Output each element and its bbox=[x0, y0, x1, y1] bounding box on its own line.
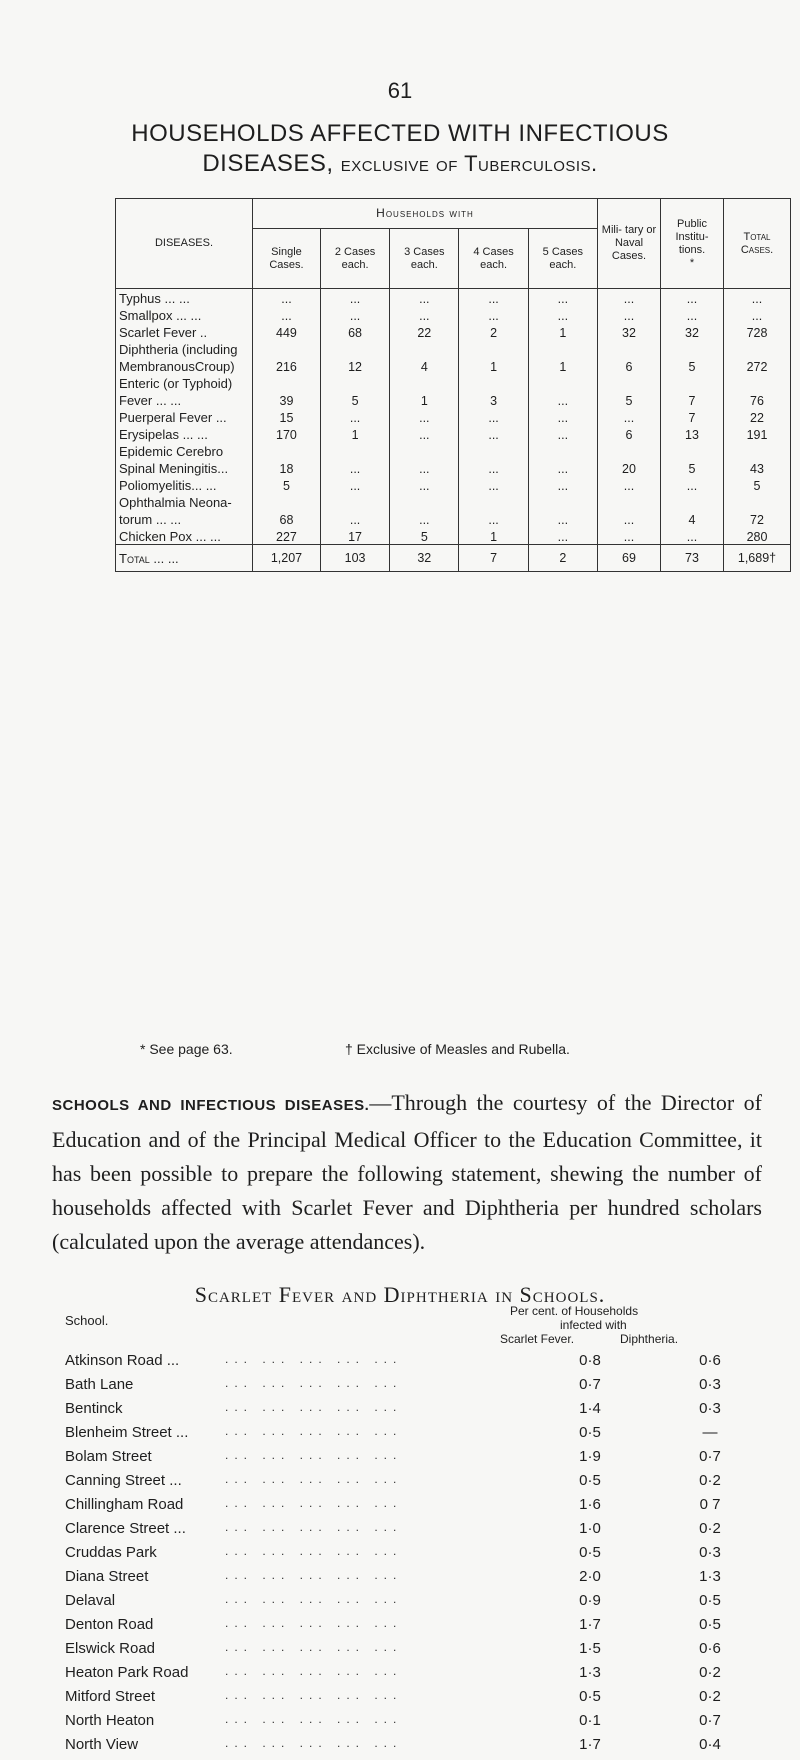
three-cases: ... bbox=[390, 425, 459, 442]
public-cases: 32 bbox=[661, 323, 724, 340]
two-cases bbox=[320, 442, 389, 459]
school-name: Clarence Street ... bbox=[65, 1520, 186, 1537]
school-name: Chillingham Road bbox=[65, 1496, 184, 1513]
five-cases: ... bbox=[528, 289, 597, 307]
header-public-mark: * bbox=[689, 256, 695, 269]
table-row bbox=[116, 459, 791, 476]
list-item bbox=[65, 1400, 785, 1424]
five-cases: ... bbox=[528, 510, 597, 527]
scarlet-value: 1·6 bbox=[579, 1496, 601, 1513]
leader-dots: ... ... ... ... ... bbox=[225, 1400, 403, 1414]
military-cases: ... bbox=[598, 306, 661, 323]
three-cases: ... bbox=[390, 476, 459, 493]
five-cases: ... bbox=[528, 459, 597, 476]
header-4-cases: 4 Cases each. bbox=[459, 229, 528, 289]
military-cases: ... bbox=[598, 527, 661, 545]
diphtheria-value: 0·3 bbox=[699, 1400, 721, 1417]
table-row bbox=[116, 357, 791, 374]
subtitle-main: DISEASES, bbox=[202, 150, 334, 177]
public-cases: 4 bbox=[661, 510, 724, 527]
single-cases: 449 bbox=[253, 323, 321, 340]
five-cases bbox=[528, 442, 597, 459]
table-row bbox=[116, 527, 791, 545]
disease-name: Chicken Pox ... ... bbox=[116, 527, 253, 545]
three-cases bbox=[390, 340, 459, 357]
single-cases bbox=[253, 340, 321, 357]
scarlet-value: 2·0 bbox=[579, 1568, 601, 1585]
table-row bbox=[116, 510, 791, 527]
military-cases bbox=[598, 374, 661, 391]
two-cases bbox=[320, 374, 389, 391]
school-name: Bath Lane bbox=[65, 1376, 134, 1393]
school-name: Atkinson Road ... bbox=[65, 1352, 180, 1369]
two-cases: 5 bbox=[320, 391, 389, 408]
header-military: Mili- tary or Naval Cases. bbox=[598, 199, 661, 289]
leader-dots: ... ... ... ... ... bbox=[225, 1688, 403, 1702]
diphtheria-value: 0 7 bbox=[699, 1496, 721, 1513]
two-cases: 68 bbox=[320, 323, 389, 340]
header-5-cases: 5 Cases each. bbox=[528, 229, 597, 289]
three-cases: 22 bbox=[390, 323, 459, 340]
disease-name: Fever ... ... bbox=[116, 391, 253, 408]
single-cases: 5 bbox=[253, 476, 321, 493]
single-cases: ... bbox=[253, 306, 321, 323]
scarlet-value: 0·5 bbox=[579, 1424, 601, 1441]
total-total: 1,689† bbox=[724, 545, 791, 572]
scarlet-value: 1·5 bbox=[579, 1640, 601, 1657]
table-row bbox=[116, 391, 791, 408]
four-cases: ... bbox=[459, 408, 528, 425]
three-cases: ... bbox=[390, 306, 459, 323]
list-item bbox=[65, 1424, 785, 1448]
disease-name: Poliomyelitis... ... bbox=[116, 476, 253, 493]
three-cases: ... bbox=[390, 459, 459, 476]
schools-header-scarlet: Scarlet Fever. bbox=[500, 1332, 575, 1346]
header-3-cases: 3 Cases each. bbox=[390, 229, 459, 289]
two-cases: ... bbox=[320, 476, 389, 493]
disease-name: Diphtheria (including bbox=[116, 340, 253, 357]
footnote-exclusive: † Exclusive of Measles and Rubella. bbox=[345, 1041, 570, 1057]
schools-header-school: School. bbox=[65, 1313, 109, 1328]
scarlet-value: 1·7 bbox=[579, 1736, 601, 1753]
three-cases: ... bbox=[390, 289, 459, 307]
single-cases bbox=[253, 374, 321, 391]
four-cases: ... bbox=[459, 476, 528, 493]
table-row bbox=[116, 306, 791, 323]
footnote-see-page: * See page 63. bbox=[140, 1041, 233, 1057]
public-cases: 7 bbox=[661, 391, 724, 408]
list-item bbox=[65, 1544, 785, 1568]
three-cases bbox=[390, 374, 459, 391]
list-item bbox=[65, 1520, 785, 1544]
school-name: Bolam Street bbox=[65, 1448, 152, 1465]
list-item bbox=[65, 1448, 785, 1472]
header-total: Total Cases. bbox=[724, 199, 791, 289]
total-4: 7 bbox=[459, 545, 528, 572]
two-cases bbox=[320, 340, 389, 357]
four-cases: 1 bbox=[459, 357, 528, 374]
leader-dots: ... ... ... ... ... bbox=[225, 1424, 403, 1438]
diphtheria-value: — bbox=[702, 1424, 718, 1441]
school-name: Cruddas Park bbox=[65, 1544, 157, 1561]
total-cases: 5 bbox=[724, 476, 791, 493]
military-cases: 6 bbox=[598, 357, 661, 374]
diphtheria-value: 0·3 bbox=[699, 1544, 721, 1561]
disease-name: Ophthalmia Neona- bbox=[116, 493, 253, 510]
list-item bbox=[65, 1640, 785, 1664]
total-cases: 72 bbox=[724, 510, 791, 527]
scarlet-value: 0·1 bbox=[579, 1712, 601, 1729]
leader-dots: ... ... ... ... ... bbox=[225, 1544, 403, 1558]
military-cases bbox=[598, 442, 661, 459]
four-cases bbox=[459, 340, 528, 357]
scarlet-value: 1·0 bbox=[579, 1520, 601, 1537]
four-cases: 1 bbox=[459, 527, 528, 545]
list-item bbox=[65, 1688, 785, 1712]
total-cases bbox=[724, 374, 791, 391]
public-cases: ... bbox=[661, 289, 724, 307]
two-cases: ... bbox=[320, 510, 389, 527]
list-item bbox=[65, 1376, 785, 1400]
military-cases: 32 bbox=[598, 323, 661, 340]
four-cases: ... bbox=[459, 425, 528, 442]
diphtheria-value: 0·2 bbox=[699, 1664, 721, 1681]
five-cases bbox=[528, 493, 597, 510]
single-cases: 39 bbox=[253, 391, 321, 408]
leader-dots: ... ... ... ... ... bbox=[225, 1616, 403, 1630]
header-2-cases: 2 Cases each. bbox=[320, 229, 389, 289]
diphtheria-value: 0·7 bbox=[699, 1712, 721, 1729]
five-cases: ... bbox=[528, 306, 597, 323]
three-cases: 4 bbox=[390, 357, 459, 374]
page-title: HOUSEHOLDS AFFECTED WITH INFECTIOUS bbox=[131, 120, 669, 147]
single-cases bbox=[253, 442, 321, 459]
leader-dots: ... ... ... ... ... bbox=[225, 1736, 403, 1750]
military-cases: 6 bbox=[598, 425, 661, 442]
single-cases bbox=[253, 493, 321, 510]
public-cases: 13 bbox=[661, 425, 724, 442]
total-2: 103 bbox=[320, 545, 389, 572]
five-cases: 1 bbox=[528, 323, 597, 340]
diphtheria-value: 0·5 bbox=[699, 1592, 721, 1609]
leader-dots: ... ... ... ... ... bbox=[225, 1592, 403, 1606]
school-name: Canning Street ... bbox=[65, 1472, 182, 1489]
public-cases bbox=[661, 493, 724, 510]
five-cases: ... bbox=[528, 425, 597, 442]
scarlet-value: 1·7 bbox=[579, 1616, 601, 1633]
leader-dots: ... ... ... ... ... bbox=[225, 1568, 403, 1582]
military-cases: 20 bbox=[598, 459, 661, 476]
diphtheria-value: 0·4 bbox=[699, 1736, 721, 1753]
single-cases: ... bbox=[253, 289, 321, 307]
disease-name: Enteric (or Typhoid) bbox=[116, 374, 253, 391]
four-cases: 3 bbox=[459, 391, 528, 408]
list-item bbox=[65, 1472, 785, 1496]
public-cases: ... bbox=[661, 306, 724, 323]
leader-dots: ... ... ... ... ... bbox=[225, 1352, 403, 1366]
single-cases: 18 bbox=[253, 459, 321, 476]
scarlet-value: 0·5 bbox=[579, 1688, 601, 1705]
two-cases bbox=[320, 493, 389, 510]
paragraph-lead: SCHOOLS AND INFECTIOUS DISEASES. bbox=[52, 1097, 370, 1114]
military-cases bbox=[598, 340, 661, 357]
scarlet-value: 1·4 bbox=[579, 1400, 601, 1417]
five-cases bbox=[528, 374, 597, 391]
disease-name: Puerperal Fever ... bbox=[116, 408, 253, 425]
total-cases: 280 bbox=[724, 527, 791, 545]
leader-dots: ... ... ... ... ... bbox=[225, 1640, 403, 1654]
military-cases: ... bbox=[598, 289, 661, 307]
leader-dots: ... ... ... ... ... bbox=[225, 1376, 403, 1390]
leader-dots: ... ... ... ... ... bbox=[225, 1496, 403, 1510]
disease-name: Smallpox ... ... bbox=[116, 306, 253, 323]
table-row bbox=[116, 442, 791, 459]
public-cases: 5 bbox=[661, 357, 724, 374]
public-cases bbox=[661, 340, 724, 357]
header-diseases: DISEASES. bbox=[116, 199, 253, 289]
school-name: Diana Street bbox=[65, 1568, 149, 1585]
diphtheria-value: 0·7 bbox=[699, 1448, 721, 1465]
total-military: 69 bbox=[598, 545, 661, 572]
two-cases: 17 bbox=[320, 527, 389, 545]
single-cases: 15 bbox=[253, 408, 321, 425]
public-cases: 7 bbox=[661, 408, 724, 425]
diphtheria-value: 0·5 bbox=[699, 1616, 721, 1633]
header-public bbox=[661, 199, 724, 289]
leader-dots: ... ... ... ... ... bbox=[225, 1712, 403, 1726]
schools-header-infected: infected with bbox=[560, 1318, 627, 1332]
total-cases bbox=[724, 340, 791, 357]
subtitle-rest: exclusive of Tuberculosis. bbox=[340, 151, 598, 176]
total-5: 2 bbox=[528, 545, 597, 572]
header-single: Single Cases. bbox=[253, 229, 321, 289]
list-item bbox=[65, 1496, 785, 1520]
list-item bbox=[65, 1592, 785, 1616]
school-name: North Heaton bbox=[65, 1712, 155, 1729]
schools-header-diphtheria: Diphtheria. bbox=[620, 1332, 679, 1346]
disease-name: MembranousCroup) bbox=[116, 357, 253, 374]
total-cases: 728 bbox=[724, 323, 791, 340]
list-item bbox=[65, 1736, 785, 1760]
school-name: Delaval bbox=[65, 1592, 116, 1609]
two-cases: ... bbox=[320, 459, 389, 476]
military-cases: 5 bbox=[598, 391, 661, 408]
disease-name: Typhus ... ... bbox=[116, 289, 253, 307]
total-single: 1,207 bbox=[253, 545, 321, 572]
school-name: Bentinck bbox=[65, 1400, 123, 1417]
header-public-label: Public Institu- tions. bbox=[675, 217, 709, 256]
scarlet-value: 1·3 bbox=[579, 1664, 601, 1681]
list-item bbox=[65, 1616, 785, 1640]
school-name: Elswick Road bbox=[65, 1640, 156, 1657]
school-name: North View bbox=[65, 1736, 139, 1753]
two-cases: 1 bbox=[320, 425, 389, 442]
schools-header-per-cent: Per cent. of Households bbox=[510, 1304, 639, 1318]
total-cases: ... bbox=[724, 289, 791, 307]
four-cases: ... bbox=[459, 459, 528, 476]
list-item bbox=[65, 1712, 785, 1736]
table-row bbox=[116, 374, 791, 391]
four-cases: ... bbox=[459, 306, 528, 323]
infectious-diseases-table bbox=[115, 198, 791, 572]
four-cases bbox=[459, 493, 528, 510]
three-cases: 5 bbox=[390, 527, 459, 545]
disease-name: Scarlet Fever .. bbox=[116, 323, 253, 340]
diphtheria-value: 1·3 bbox=[699, 1568, 721, 1585]
five-cases: ... bbox=[528, 408, 597, 425]
schools-paragraph bbox=[52, 1086, 762, 1259]
five-cases: ... bbox=[528, 527, 597, 545]
table-row bbox=[116, 425, 791, 442]
table-row bbox=[116, 289, 791, 307]
school-name: Denton Road bbox=[65, 1616, 154, 1633]
four-cases bbox=[459, 374, 528, 391]
table-row bbox=[116, 408, 791, 425]
total-public: 73 bbox=[661, 545, 724, 572]
list-item bbox=[65, 1352, 785, 1376]
diphtheria-value: 0·6 bbox=[699, 1352, 721, 1369]
public-cases bbox=[661, 374, 724, 391]
table-row bbox=[116, 476, 791, 493]
three-cases: ... bbox=[390, 408, 459, 425]
list-item bbox=[65, 1568, 785, 1592]
five-cases: ... bbox=[528, 391, 597, 408]
diphtheria-value: 0·2 bbox=[699, 1520, 721, 1537]
five-cases: 1 bbox=[528, 357, 597, 374]
school-name: Blenheim Street ... bbox=[65, 1424, 189, 1441]
table-row bbox=[116, 340, 791, 357]
total-cases bbox=[724, 493, 791, 510]
paragraph-body: —Through the courtesy of the Director of Education and of the Principal Medical Officer to the Education Committee, it has been possible to prepare the following statement, shewing the number of households affected with Scarlet Fever and Diphtheria per hundred scholars (calculated upon the average attendances). bbox=[52, 1090, 762, 1254]
scarlet-value: 0·7 bbox=[579, 1376, 601, 1393]
three-cases bbox=[390, 442, 459, 459]
five-cases bbox=[528, 340, 597, 357]
public-cases bbox=[661, 442, 724, 459]
two-cases: ... bbox=[320, 306, 389, 323]
four-cases: ... bbox=[459, 289, 528, 307]
two-cases: 12 bbox=[320, 357, 389, 374]
public-cases: 5 bbox=[661, 459, 724, 476]
total-label: Total ... ... bbox=[116, 545, 253, 572]
leader-dots: ... ... ... ... ... bbox=[225, 1448, 403, 1462]
military-cases: ... bbox=[598, 476, 661, 493]
leader-dots: ... ... ... ... ... bbox=[225, 1664, 403, 1678]
disease-name: Epidemic Cerebro bbox=[116, 442, 253, 459]
diphtheria-value: 0·3 bbox=[699, 1376, 721, 1393]
public-cases: ... bbox=[661, 527, 724, 545]
three-cases: 1 bbox=[390, 391, 459, 408]
total-cases: 76 bbox=[724, 391, 791, 408]
military-cases: ... bbox=[598, 408, 661, 425]
scarlet-value: 0·5 bbox=[579, 1544, 601, 1561]
total-cases: 191 bbox=[724, 425, 791, 442]
diphtheria-value: 0·2 bbox=[699, 1472, 721, 1489]
two-cases: ... bbox=[320, 408, 389, 425]
single-cases: 227 bbox=[253, 527, 321, 545]
two-cases: ... bbox=[320, 289, 389, 307]
total-cases bbox=[724, 442, 791, 459]
page-number: 61 bbox=[387, 78, 413, 103]
total-3: 32 bbox=[390, 545, 459, 572]
single-cases: 216 bbox=[253, 357, 321, 374]
diphtheria-value: 0·6 bbox=[699, 1640, 721, 1657]
disease-name: torum ... ... bbox=[116, 510, 253, 527]
total-cases: 272 bbox=[724, 357, 791, 374]
four-cases: ... bbox=[459, 510, 528, 527]
total-cases: 43 bbox=[724, 459, 791, 476]
schools-table-title: Scarlet Fever and Diphtheria in Schools. bbox=[194, 1282, 606, 1307]
scarlet-value: 0·5 bbox=[579, 1472, 601, 1489]
scarlet-value: 1·9 bbox=[579, 1448, 601, 1465]
military-cases bbox=[598, 493, 661, 510]
public-cases: ... bbox=[661, 476, 724, 493]
single-cases: 68 bbox=[253, 510, 321, 527]
four-cases bbox=[459, 442, 528, 459]
scarlet-value: 0·9 bbox=[579, 1592, 601, 1609]
three-cases: ... bbox=[390, 510, 459, 527]
total-cases: ... bbox=[724, 306, 791, 323]
school-name: Mitford Street bbox=[65, 1688, 156, 1705]
military-cases: ... bbox=[598, 510, 661, 527]
school-name: Heaton Park Road bbox=[65, 1664, 189, 1681]
disease-name: Erysipelas ... ... bbox=[116, 425, 253, 442]
total-cases: 22 bbox=[724, 408, 791, 425]
single-cases: 170 bbox=[253, 425, 321, 442]
table-row bbox=[116, 323, 791, 340]
table-row bbox=[116, 493, 791, 510]
disease-name: Spinal Meningitis... bbox=[116, 459, 253, 476]
leader-dots: ... ... ... ... ... bbox=[225, 1520, 403, 1534]
leader-dots: ... ... ... ... ... bbox=[225, 1472, 403, 1486]
three-cases bbox=[390, 493, 459, 510]
list-item bbox=[65, 1664, 785, 1688]
scarlet-value: 0·8 bbox=[579, 1352, 601, 1369]
four-cases: 2 bbox=[459, 323, 528, 340]
header-households: Households with bbox=[253, 199, 598, 229]
five-cases: ... bbox=[528, 476, 597, 493]
diphtheria-value: 0·2 bbox=[699, 1688, 721, 1705]
page-subtitle bbox=[0, 150, 800, 178]
